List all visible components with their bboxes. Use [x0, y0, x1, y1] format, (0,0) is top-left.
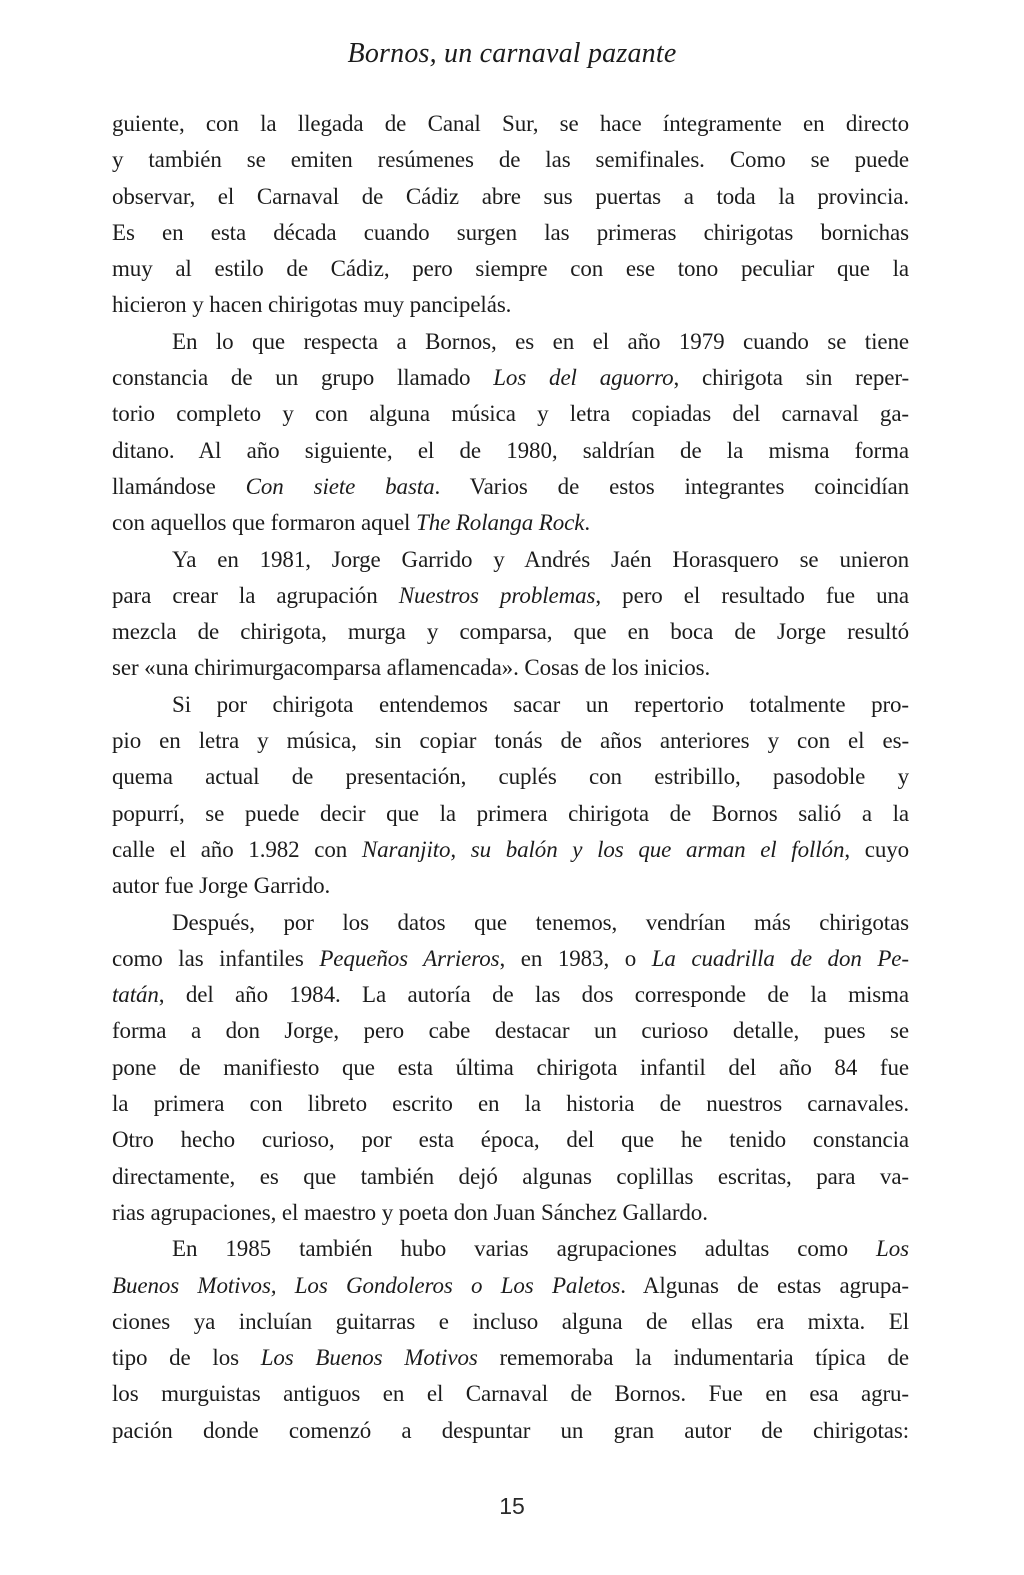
text-line [112, 723, 909, 759]
page-number: 15 [499, 1493, 525, 1519]
body-run: forma a don Jorge, pero cabe destacar un curioso detalle, pues se [112, 1018, 909, 1044]
text-line [112, 287, 909, 323]
text-line [112, 179, 909, 215]
body-run: pación donde comenzó a despuntar un gran autor de chirigotas: [112, 1417, 909, 1443]
body-run: calle el año 1.982 con [112, 836, 362, 862]
text-line [112, 251, 909, 287]
body-run: como las infantiles [112, 945, 320, 971]
text-line [112, 324, 909, 360]
italic-title-text: Pequeños Arrieros [319, 945, 500, 971]
body-run: quema actual de presentación, cuplés con estribillo, pasodoble y [112, 764, 909, 790]
body-run: . [584, 510, 590, 536]
text-line [112, 469, 909, 505]
body-run: torio completo y con alguna música y letra copiadas del carnaval ga- [112, 401, 909, 427]
italic-title-text: Nuestros problemas [398, 582, 596, 608]
body-run: , cuyo [844, 836, 910, 862]
text-line [112, 1050, 909, 1086]
italic-title-text: The Rolanga Rock [416, 510, 585, 536]
italic-title-text: Los Buenos Motivos [260, 1345, 478, 1371]
body-run: rias agrupaciones, el maestro y poeta don Juan Sánchez Gallardo. [112, 1199, 708, 1225]
body-run: , chirigota sin reper- [673, 365, 910, 391]
text-line [112, 1413, 909, 1449]
body-run: En lo que respecta a Bornos, es en el año 1979 cuando se tiene [172, 328, 909, 354]
body-run: Es en esta década cuando surgen las primeras chirigotas bornichas [112, 219, 909, 245]
italic-title-text: Los del aguorro [493, 365, 674, 391]
text-line [112, 396, 909, 432]
body-run: con aquellos que formaron aquel [112, 510, 416, 536]
text-line [112, 1340, 909, 1376]
body-run: . Algunas de estas agrupa- [620, 1272, 909, 1298]
text-line [112, 1231, 909, 1267]
body-run: constancia de un grupo llamado [112, 365, 494, 391]
text-line [112, 360, 909, 396]
text-line [112, 542, 909, 578]
body-run: pio en letra y música, sin copiar tonás de años anteriores y con el es- [112, 728, 909, 754]
text-line [112, 1122, 909, 1158]
text-line [112, 433, 909, 469]
body-run: . Varios de estos integrantes coincidían [434, 473, 909, 499]
body-run: los murguistas antiguos en el Carnaval de Bornos. Fue en esa agru- [112, 1381, 909, 1407]
text-line [112, 1159, 909, 1195]
text-line [112, 215, 909, 251]
text-line [112, 1304, 909, 1340]
body-run: ditano. Al año siguiente, el de 1980, saldrían de la misma forma [112, 437, 909, 463]
body-run: y también se emiten resúmenes de las semifinales. Como se puede [112, 147, 909, 173]
body-run: ser «una chirimurgacomparsa aflamencada». Cosas de los inicios. [112, 655, 711, 681]
text-line [112, 142, 909, 178]
body-run: Otro hecho curioso, por esta época, del que he tenido constancia [112, 1127, 909, 1153]
body-run: , pero el resultado fue una [595, 582, 909, 608]
body-run: para crear la agrupación [112, 582, 399, 608]
body-run: popurrí, se puede decir que la primera chirigota de Bornos salió a la [112, 800, 909, 826]
text-line [112, 578, 909, 614]
text-line [112, 868, 909, 904]
body-run: , del año 1984. La autoría de las dos corresponde de la misma [158, 982, 909, 1008]
text-line [112, 106, 909, 142]
body-run: mezcla de chirigota, murga y comparsa, que en boca de Jorge resultó [112, 619, 909, 645]
text-line [112, 796, 909, 832]
body-run: Después, por los datos que tenemos, vendrían más chirigotas [172, 909, 909, 935]
text-line [112, 1268, 909, 1304]
running-head: Bornos, un carnaval pazante [347, 38, 677, 69]
body-run: hicieron y hacen chirigotas muy pancipelás. [112, 292, 512, 318]
text-line [112, 614, 909, 650]
text-line [112, 650, 909, 686]
italic-title-text: Con siete basta [245, 473, 435, 499]
body-run: ciones ya incluían guitarras e incluso alguna de ellas era mixta. El [112, 1308, 909, 1334]
italic-title-text: La cuadrilla de don Pe- [651, 945, 909, 971]
body-run: llamándose [112, 473, 246, 499]
text-line [112, 759, 909, 795]
body-run: tipo de los [112, 1345, 261, 1371]
text-line [112, 1195, 909, 1231]
text-line [112, 905, 909, 941]
text-line [112, 832, 909, 868]
body-run: pone de manifiesto que esta última chirigota infantil del año 84 fue [112, 1054, 909, 1080]
body-run: rememoraba la indumentaria típica de [477, 1345, 909, 1371]
text-line [112, 687, 909, 723]
text-line [112, 1376, 909, 1412]
text-line [112, 1086, 909, 1122]
body-run: directamente, es que también dejó algunas coplillas escritas, para va- [112, 1163, 909, 1189]
text-line [112, 1013, 909, 1049]
body-run: autor fue Jorge Garrido. [112, 873, 331, 899]
body-run: observar, el Carnaval de Cádiz abre sus puertas a toda la provincia. [112, 183, 909, 209]
text-line [112, 941, 909, 977]
body-run: la primera con libreto escrito en la historia de nuestros carnavales. [112, 1091, 909, 1117]
body-text [112, 106, 909, 1449]
body-run: guiente, con la llegada de Canal Sur, se hace íntegramente en directo [112, 111, 909, 136]
italic-title-text: Los [876, 1236, 909, 1262]
body-run: muy al estilo de Cádiz, pero siempre con ese tono peculiar que la [112, 256, 909, 282]
body-run: Ya en 1981, Jorge Garrido y Andrés Jaén Horasquero se unieron [172, 546, 909, 572]
text-line [112, 977, 909, 1013]
body-run: En 1985 también hubo varias agrupaciones adultas como [172, 1236, 877, 1262]
body-run: , en 1983, o [499, 945, 652, 971]
italic-title-text: Naranjito, su balón y los que arman el follón [361, 836, 845, 862]
text-line [112, 505, 909, 541]
italic-title-text: tatán [112, 982, 159, 1008]
body-run: Si por chirigota entendemos sacar un repertorio totalmente pro- [172, 691, 909, 717]
italic-title-text: Buenos Motivos, Los Gondoleros o Los Paletos [112, 1272, 621, 1298]
